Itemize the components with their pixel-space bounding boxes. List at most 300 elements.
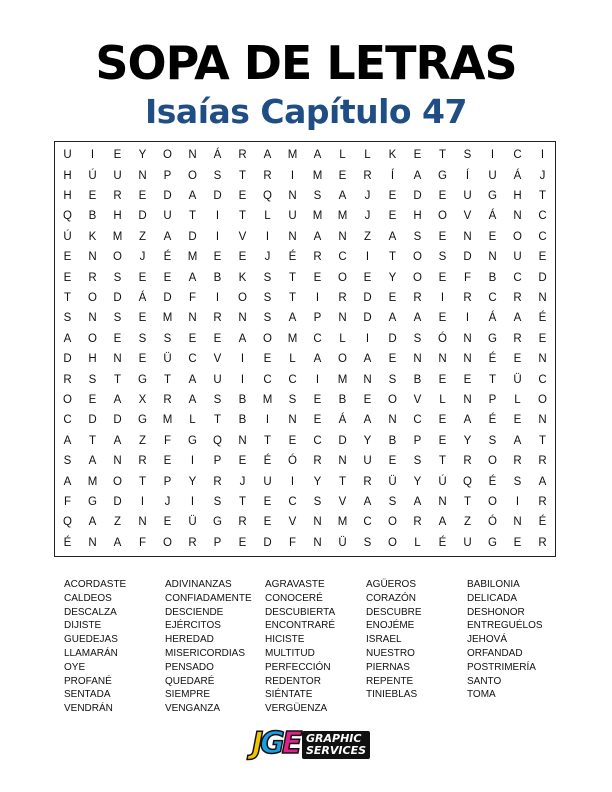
grid-letter[interactable]: R [463,291,472,304]
grid-letter[interactable]: C [413,414,422,427]
grid-letter[interactable]: H [88,353,97,366]
grid-letter[interactable]: E [488,230,497,243]
grid-letter[interactable]: H [513,189,522,202]
grid-letter[interactable]: Á [338,414,347,427]
grid-letter[interactable]: O [113,251,122,264]
grid-letter[interactable]: K [88,230,97,243]
grid-letter[interactable]: N [113,353,122,366]
grid-letter[interactable]: L [414,536,421,549]
grid-letter[interactable]: O [238,291,247,304]
grid-letter[interactable]: E [163,271,172,284]
grid-letter[interactable]: Z [138,434,147,447]
grid-letter[interactable]: V [338,495,347,508]
grid-letter[interactable]: E [438,189,447,202]
grid-letter[interactable]: T [463,495,472,508]
grid-letter[interactable]: E [363,393,372,406]
grid-letter[interactable]: U [463,189,472,202]
grid-letter[interactable]: A [413,495,422,508]
grid-letter[interactable]: E [163,516,172,529]
grid-letter[interactable]: R [538,536,547,549]
grid-letter[interactable]: U [163,210,172,223]
grid-letter[interactable]: I [315,373,320,386]
grid-letter[interactable]: Á [488,312,497,325]
grid-letter[interactable]: Í [465,169,470,182]
grid-letter[interactable]: N [463,230,472,243]
grid-letter[interactable]: C [63,414,72,427]
grid-letter[interactable]: S [88,373,97,386]
grid-letter[interactable]: A [313,353,322,366]
grid-letter[interactable]: A [313,149,322,162]
grid-letter[interactable]: D [163,291,172,304]
grid-letter[interactable]: A [188,189,197,202]
grid-letter[interactable]: A [188,271,197,284]
grid-letter[interactable]: E [288,434,297,447]
grid-letter[interactable]: N [438,495,447,508]
grid-letter[interactable]: S [63,312,72,325]
grid-letter[interactable]: E [388,210,397,223]
grid-letter[interactable]: E [388,353,397,366]
grid-letter[interactable]: N [538,291,547,304]
grid-letter[interactable]: C [288,373,297,386]
grid-letter[interactable]: D [363,312,372,325]
grid-letter[interactable]: F [138,536,147,549]
grid-letter[interactable]: A [63,332,72,345]
grid-letter[interactable]: A [188,373,197,386]
grid-letter[interactable]: E [438,414,447,427]
grid-letter[interactable]: A [363,414,372,427]
grid-letter[interactable]: R [213,475,222,488]
grid-letter[interactable]: A [188,393,197,406]
grid-letter[interactable]: A [413,169,422,182]
grid-letter[interactable]: P [488,393,497,406]
grid-letter[interactable]: V [213,353,222,366]
grid-letter[interactable]: D [163,189,172,202]
grid-letter[interactable]: A [113,393,122,406]
grid-letter[interactable]: J [539,169,546,182]
grid-letter[interactable]: J [264,251,271,264]
grid-letter[interactable]: E [88,393,97,406]
grid-letter[interactable]: E [388,291,397,304]
grid-letter[interactable]: N [463,393,472,406]
grid-letter[interactable]: B [88,210,97,223]
grid-letter[interactable]: Á [138,291,147,304]
grid-letter[interactable]: N [138,169,147,182]
grid-letter[interactable]: Ó [438,332,447,345]
grid-letter[interactable]: Y [413,475,422,488]
grid-letter[interactable]: A [513,434,522,447]
grid-letter[interactable]: S [138,332,147,345]
grid-letter[interactable]: A [363,495,372,508]
grid-letter[interactable]: O [388,516,397,529]
grid-letter[interactable]: C [313,434,322,447]
grid-letter[interactable]: A [88,455,97,468]
grid-letter[interactable]: N [188,312,197,325]
grid-letter[interactable]: I [190,495,195,508]
grid-letter[interactable]: S [438,251,447,264]
grid-letter[interactable]: V [463,210,472,223]
grid-letter[interactable]: R [338,291,347,304]
grid-letter[interactable]: D [113,414,122,427]
grid-letter[interactable]: Í [390,169,395,182]
grid-letter[interactable]: Z [363,230,372,243]
grid-letter[interactable]: O [438,210,447,223]
grid-letter[interactable]: Z [138,230,147,243]
grid-letter[interactable]: G [138,373,147,386]
grid-letter[interactable]: Q [63,210,72,223]
grid-letter[interactable]: I [215,291,220,304]
grid-letter[interactable]: D [388,332,397,345]
grid-letter[interactable]: Y [138,149,147,162]
grid-letter[interactable]: N [313,536,322,549]
grid-letter[interactable]: L [439,393,446,406]
grid-letter[interactable]: A [263,149,272,162]
grid-letter[interactable]: E [438,373,447,386]
grid-letter[interactable]: D [138,210,147,223]
grid-letter[interactable]: É [438,536,447,549]
grid-letter[interactable]: L [264,210,271,223]
grid-letter[interactable]: S [113,271,122,284]
grid-letter[interactable]: U [213,373,222,386]
grid-letter[interactable]: D [463,251,472,264]
grid-letter[interactable]: É [288,251,297,264]
grid-letter[interactable]: T [63,291,72,304]
grid-letter[interactable]: I [265,414,270,427]
grid-letter[interactable]: C [538,373,547,386]
grid-letter[interactable]: Ú [88,169,97,182]
grid-letter[interactable]: B [388,434,397,447]
grid-letter[interactable]: E [513,353,522,366]
grid-letter[interactable]: A [313,230,322,243]
grid-letter[interactable]: N [238,434,247,447]
grid-letter[interactable]: N [413,353,422,366]
grid-letter[interactable]: É [538,516,547,529]
grid-letter[interactable]: Y [388,271,397,284]
grid-letter[interactable]: M [262,393,273,406]
grid-letter[interactable]: Ú [63,230,72,243]
grid-letter[interactable]: T [438,149,447,162]
grid-letter[interactable]: R [538,495,547,508]
grid-letter[interactable]: Á [213,149,222,162]
grid-letter[interactable]: O [388,393,397,406]
grid-letter[interactable]: F [288,536,297,549]
grid-letter[interactable]: X [138,393,147,406]
grid-letter[interactable]: A [113,536,122,549]
grid-letter[interactable]: E [313,393,322,406]
grid-letter[interactable]: S [288,393,297,406]
grid-letter[interactable]: H [413,210,422,223]
grid-letter[interactable]: E [513,536,522,549]
grid-letter[interactable]: T [188,210,197,223]
grid-letter[interactable]: Y [313,475,322,488]
grid-letter[interactable]: É [488,475,497,488]
grid-letter[interactable]: B [238,414,247,427]
grid-letter[interactable]: T [338,475,347,488]
grid-letter[interactable]: E [388,455,397,468]
grid-letter[interactable]: T [238,210,247,223]
grid-letter[interactable]: J [164,495,171,508]
grid-letter[interactable]: A [63,434,72,447]
grid-letter[interactable]: T [213,414,222,427]
grid-letter[interactable]: É [488,353,497,366]
grid-letter[interactable]: T [488,373,497,386]
grid-letter[interactable]: E [438,271,447,284]
grid-letter[interactable]: C [513,149,522,162]
grid-letter[interactable]: E [238,189,247,202]
grid-letter[interactable]: R [163,393,172,406]
grid-letter[interactable]: D [88,414,97,427]
grid-letter[interactable]: V [413,393,422,406]
grid-letter[interactable]: K [238,271,247,284]
grid-letter[interactable]: R [538,455,547,468]
grid-letter[interactable]: S [263,271,272,284]
grid-letter[interactable]: N [88,251,97,264]
grid-letter[interactable]: Á [488,210,497,223]
grid-letter[interactable]: O [388,536,397,549]
grid-letter[interactable]: D [113,495,122,508]
grid-letter[interactable]: N [288,230,297,243]
grid-letter[interactable]: S [488,434,497,447]
grid-letter[interactable]: R [413,291,422,304]
grid-letter[interactable]: T [288,271,297,284]
grid-letter[interactable]: V [288,516,297,529]
grid-letter[interactable]: S [213,495,222,508]
grid-letter[interactable]: U [488,169,497,182]
grid-letter[interactable]: P [213,536,222,549]
grid-letter[interactable]: O [513,230,522,243]
grid-letter[interactable]: I [90,149,95,162]
grid-letter[interactable]: L [514,393,521,406]
grid-letter[interactable]: D [63,353,72,366]
grid-letter[interactable]: S [388,373,397,386]
grid-letter[interactable]: E [188,332,197,345]
grid-letter[interactable]: G [188,434,197,447]
grid-letter[interactable]: N [538,414,547,427]
grid-letter[interactable]: E [463,373,472,386]
grid-letter[interactable]: F [163,434,172,447]
grid-letter[interactable]: N [363,373,372,386]
grid-letter[interactable]: B [488,271,497,284]
grid-letter[interactable]: P [313,312,322,325]
grid-letter[interactable]: F [463,271,472,284]
grid-letter[interactable]: T [288,291,297,304]
grid-letter[interactable]: O [163,536,172,549]
grid-letter[interactable]: A [163,230,172,243]
grid-letter[interactable]: S [63,455,72,468]
grid-letter[interactable]: I [365,251,370,264]
grid-letter[interactable]: O [88,332,97,345]
grid-letter[interactable]: O [163,149,172,162]
grid-letter[interactable]: R [413,516,422,529]
grid-letter[interactable]: O [188,169,197,182]
grid-letter[interactable]: R [313,455,322,468]
grid-letter[interactable]: S [413,332,422,345]
grid-letter[interactable]: G [488,536,497,549]
grid-letter[interactable]: R [238,516,247,529]
grid-letter[interactable]: D [213,189,222,202]
grid-letter[interactable]: E [313,271,322,284]
grid-letter[interactable]: E [163,455,172,468]
grid-letter[interactable]: R [88,271,97,284]
grid-letter[interactable]: E [113,332,122,345]
grid-letter[interactable]: Ú [438,475,447,488]
grid-letter[interactable]: J [364,210,371,223]
grid-letter[interactable]: E [538,332,547,345]
grid-letter[interactable]: N [463,353,472,366]
grid-letter[interactable]: R [513,291,522,304]
grid-letter[interactable]: H [63,169,72,182]
grid-letter[interactable]: S [113,312,122,325]
grid-letter[interactable]: J [239,475,246,488]
grid-letter[interactable]: G [488,332,497,345]
grid-letter[interactable]: Ó [288,455,297,468]
grid-letter[interactable]: O [488,495,497,508]
grid-letter[interactable]: D [413,189,422,202]
grid-letter[interactable]: N [288,414,297,427]
grid-letter[interactable]: O [488,455,497,468]
grid-letter[interactable]: L [339,149,346,162]
grid-letter[interactable]: L [364,149,371,162]
grid-letter[interactable]: K [388,149,397,162]
grid-letter[interactable]: M [287,149,298,162]
grid-letter[interactable]: M [162,414,173,427]
grid-letter[interactable]: D [338,434,347,447]
grid-letter[interactable]: Y [463,434,472,447]
grid-letter[interactable]: Y [363,434,372,447]
grid-letter[interactable]: E [238,455,247,468]
grid-letter[interactable]: O [413,271,422,284]
grid-letter[interactable]: É [538,312,547,325]
grid-letter[interactable]: H [113,210,122,223]
grid-letter[interactable]: P [163,169,172,182]
grid-letter[interactable]: E [138,189,147,202]
grid-letter[interactable]: S [388,495,397,508]
grid-letter[interactable]: D [363,291,372,304]
grid-letter[interactable]: E [438,312,447,325]
grid-letter[interactable]: A [113,434,122,447]
grid-letter[interactable]: E [263,516,272,529]
grid-letter[interactable]: M [87,475,98,488]
grid-letter[interactable]: S [163,332,172,345]
grid-letter[interactable]: O [63,393,72,406]
grid-letter[interactable]: L [339,332,346,345]
grid-letter[interactable]: I [290,475,295,488]
grid-letter[interactable]: O [88,291,97,304]
grid-letter[interactable]: I [490,149,495,162]
grid-letter[interactable]: I [440,291,445,304]
grid-letter[interactable]: N [488,251,497,264]
grid-letter[interactable]: S [463,149,472,162]
grid-letter[interactable]: D [113,291,122,304]
grid-letter[interactable]: M [187,251,198,264]
grid-letter[interactable]: N [513,516,522,529]
grid-letter[interactable]: C [488,291,497,304]
grid-letter[interactable]: C [188,353,197,366]
grid-letter[interactable]: É [263,455,272,468]
grid-letter[interactable]: T [238,495,247,508]
grid-letter[interactable]: Ü [163,353,172,366]
grid-letter[interactable]: Ü [188,516,197,529]
grid-letter[interactable]: Z [113,516,122,529]
grid-letter[interactable]: T [538,434,547,447]
grid-letter[interactable]: S [513,475,522,488]
grid-letter[interactable]: E [213,332,222,345]
grid-letter[interactable]: M [337,210,348,223]
grid-letter[interactable]: C [263,373,272,386]
grid-letter[interactable]: Ü [388,475,397,488]
grid-letter[interactable]: R [513,332,522,345]
grid-letter[interactable]: I [265,230,270,243]
grid-letter[interactable]: N [138,516,147,529]
grid-letter[interactable]: R [138,455,147,468]
grid-letter[interactable]: I [215,230,220,243]
grid-letter[interactable]: B [238,393,247,406]
grid-letter[interactable]: P [413,434,422,447]
grid-letter[interactable]: I [465,312,470,325]
grid-letter[interactable]: R [363,475,372,488]
grid-letter[interactable]: U [463,536,472,549]
grid-letter[interactable]: V [238,230,247,243]
grid-letter[interactable]: B [213,271,222,284]
grid-letter[interactable]: N [463,332,472,345]
grid-letter[interactable]: A [338,189,347,202]
grid-letter[interactable]: N [338,230,347,243]
grid-letter[interactable]: T [88,434,97,447]
grid-letter[interactable]: N [238,312,247,325]
grid-letter[interactable]: I [240,353,245,366]
grid-letter[interactable]: T [238,169,247,182]
grid-letter[interactable]: N [313,516,322,529]
grid-letter[interactable]: M [312,210,323,223]
grid-letter[interactable]: A [388,312,397,325]
grid-letter[interactable]: G [88,495,97,508]
grid-letter[interactable]: C [288,495,297,508]
grid-letter[interactable]: A [363,353,372,366]
grid-letter[interactable]: T [138,475,147,488]
grid-letter[interactable]: A [88,516,97,529]
grid-letter[interactable]: N [513,210,522,223]
grid-letter[interactable]: E [138,353,147,366]
grid-letter[interactable]: U [288,210,297,223]
grid-letter[interactable]: Q [63,516,72,529]
grid-letter[interactable]: A [513,312,522,325]
grid-letter[interactable]: E [338,169,347,182]
grid-letter[interactable]: M [112,230,123,243]
grid-letter[interactable]: D [538,271,547,284]
grid-letter[interactable]: Q [213,434,222,447]
grid-letter[interactable]: I [240,373,245,386]
grid-letter[interactable]: N [88,536,97,549]
grid-letter[interactable]: E [63,271,72,284]
grid-letter[interactable]: E [413,149,422,162]
grid-letter[interactable]: O [338,353,347,366]
grid-letter[interactable]: A [288,312,297,325]
grid-letter[interactable]: É [163,251,172,264]
grid-letter[interactable]: R [513,455,522,468]
grid-letter[interactable]: L [189,414,196,427]
grid-letter[interactable]: R [363,169,372,182]
grid-letter[interactable]: E [388,189,397,202]
grid-letter[interactable]: N [113,455,122,468]
grid-letter[interactable]: T [538,189,547,202]
grid-letter[interactable]: J [139,251,146,264]
grid-letter[interactable]: Z [463,516,472,529]
grid-letter[interactable]: M [162,312,173,325]
grid-letter[interactable]: R [313,251,322,264]
grid-letter[interactable]: S [263,291,272,304]
grid-letter[interactable]: R [63,373,72,386]
grid-letter[interactable]: N [438,353,447,366]
grid-letter[interactable]: N [288,189,297,202]
